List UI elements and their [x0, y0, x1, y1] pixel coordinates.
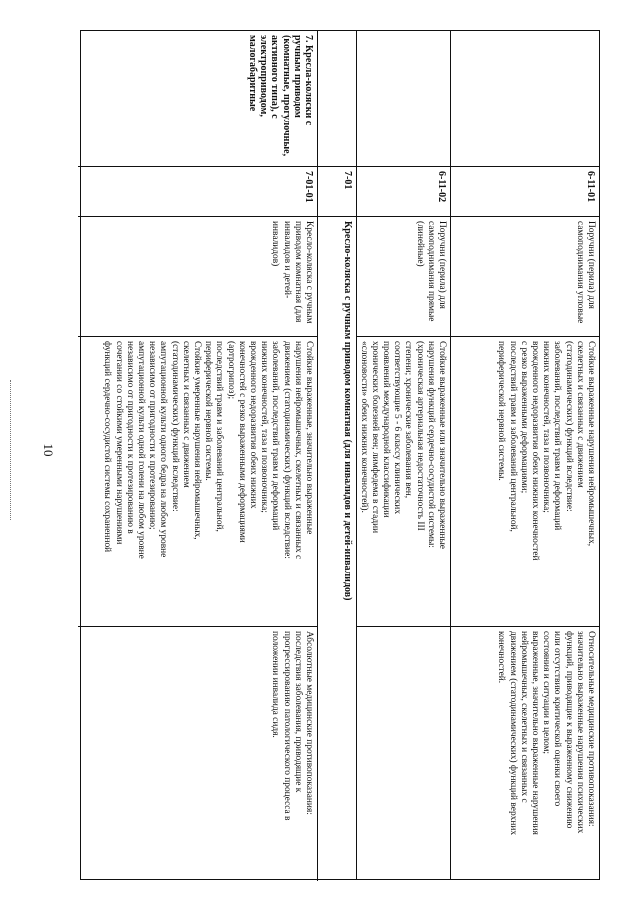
code-cell: 6-11-01	[451, 166, 599, 216]
page-number: 10	[41, 443, 56, 457]
contraindications-text: Относительные медицинские противопоказания: значительно выраженные нарушения психических функций, приводящие к выраженному снижению или отсутствию критической оценки своего состояния и ситуации в целом; выраженные, значительно выраженные нарушения нейромышечных, скелетных и связанных с движением (статодинамических) функций верхних конечностей.	[496, 631, 596, 836]
table-row	[451, 31, 599, 879]
category-label-cell: 7. Кресла-коляски с ручным приводом (комнатные, прогулочные, активного типа), с электроприводом, малогабаритные	[78, 31, 318, 166]
product-name-cell: Кресло-коляска с ручным приводом комнатная (для инвалидов и детей-инвалидов)	[78, 216, 318, 336]
category-cell	[357, 31, 450, 166]
contraindications-cell	[357, 626, 450, 881]
contraindications-cell	[78, 626, 318, 881]
indications-text: Стойкие выраженные или значительно выраженные нарушения функций сердечно-сосудистой системы: (хроническая артериальная недостаточность III степени; хронические заболевания вен, соответствующие 5 - 6 классу клинических проявлений международной классификации хронических болезней вен; лимфедема в стадии «слоновости» обеих нижних конечностей).	[358, 341, 447, 549]
document-table	[80, 30, 600, 880]
section-band: Кресло-коляска с ручным приводом комнатная (для инвалидов и детей-инвалидов)	[318, 216, 356, 881]
product-name-cell: Поручни (перила) для самоподнимания прямые (линейные)	[357, 216, 450, 336]
indications-cell	[451, 336, 599, 626]
indications-cell	[357, 336, 450, 626]
indications-text: Стойкие выраженные нарушения нейромышечных, скелетных и связанных с движением (статодинамических) функций вследствие: заболеваний, последствий травм и деформаций нижних конечностей, таза и позвоночника; врожденного недоразвития обеих нижних конечностей с резко выраженными деформациями; последствий травм и заболеваний центральной, периферической нервной системы.	[496, 341, 596, 561]
section-code-cell: 7-01	[318, 166, 356, 216]
rotated-table-frame	[80, 30, 600, 880]
indications-text: Стойкие выраженные, значительно выраженные нарушения нейромышечных, скелетных и связанных с движением (статодинамических) функций вследствие: заболеваний, последствий травм и деформаций нижних конечностей, таза и позвоночника; врожденного недоразвития обеих нижних конечностей с резко выраженными деформациями (артрогрипоз); последствий травм и заболеваний центральной, периферической нервной системы. Стойкие умеренные нарушения нейромышечных, скелетных и связанных с движением (статодинамических) функций вследствие: ампутационной культи одного бедра на любом уровне независимо от пригодности к протезированию; ампутационной культи одной голени на любом уровне независимо от пригодности к протезированию в сочетании со стойкими умеренными нарушениями функций сердечно-сосудистой системы сохраненной	[102, 341, 314, 560]
product-name-cell: Поручни (перила) для самоподнимания угловые	[451, 216, 599, 336]
contraindications-text: Абсолютные медицинские противопоказания: последствия заболевания, приводящие к прогрессированию патологического процесса в положении инвалида сидя.	[270, 631, 314, 821]
code-cell: 7-01-01	[78, 166, 318, 216]
indications-cell	[78, 336, 318, 626]
category-section	[79, 31, 357, 879]
category-cell	[451, 31, 599, 166]
contraindications-cell	[451, 626, 599, 881]
margin-marks	[10, 380, 15, 520]
code-cell: 6-11-02	[357, 166, 450, 216]
table-row	[357, 31, 451, 879]
